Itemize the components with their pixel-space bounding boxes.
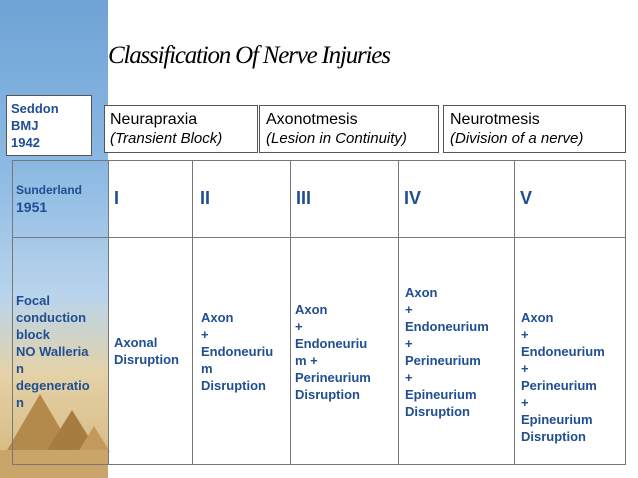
- axonotmesis-label: Axonotmesis (Lesion in Continuity): [266, 111, 407, 147]
- grade-iii-description: Axon + Endoneuriu m + Perineurium Disruption: [295, 302, 371, 402]
- grid-divider: [192, 160, 193, 465]
- grid-divider: [514, 160, 515, 465]
- grid-divider: [108, 160, 109, 465]
- neurapraxia-label: Neurapraxia (Transient Block): [110, 111, 223, 147]
- grid-divider: [398, 160, 399, 465]
- slide-title: Classification Of Nerve Injuries: [108, 42, 390, 69]
- sunderland-label: Sunderland 1951: [16, 183, 83, 215]
- grade-ii-description: Axon + Endoneuriu m Disruption: [201, 310, 274, 393]
- grid-divider: [290, 160, 291, 465]
- grade-v-description: Axon + Endoneurium + Perineurium + Epineurium Disruption: [521, 310, 605, 444]
- grade-i: I: [114, 188, 120, 208]
- grade-iv-description: Axon + Endoneurium + Perineurium + Epineurium Disruption: [405, 285, 489, 419]
- seddon-label: Seddon BMJ 1942: [11, 101, 59, 150]
- grade-iv: IV: [404, 188, 422, 208]
- grade-i-description: Axonal Disruption: [114, 335, 179, 367]
- grade-iii: III: [296, 188, 312, 208]
- grade-v: V: [520, 188, 533, 208]
- grade-ii: II: [200, 188, 211, 208]
- focal-conduction-block-label: Focal conduction block NO Walleria n degeneratio n: [16, 293, 90, 410]
- neurotmesis-label: Neurotmesis (Division of a nerve): [450, 111, 584, 147]
- grid-row-divider: [12, 237, 626, 238]
